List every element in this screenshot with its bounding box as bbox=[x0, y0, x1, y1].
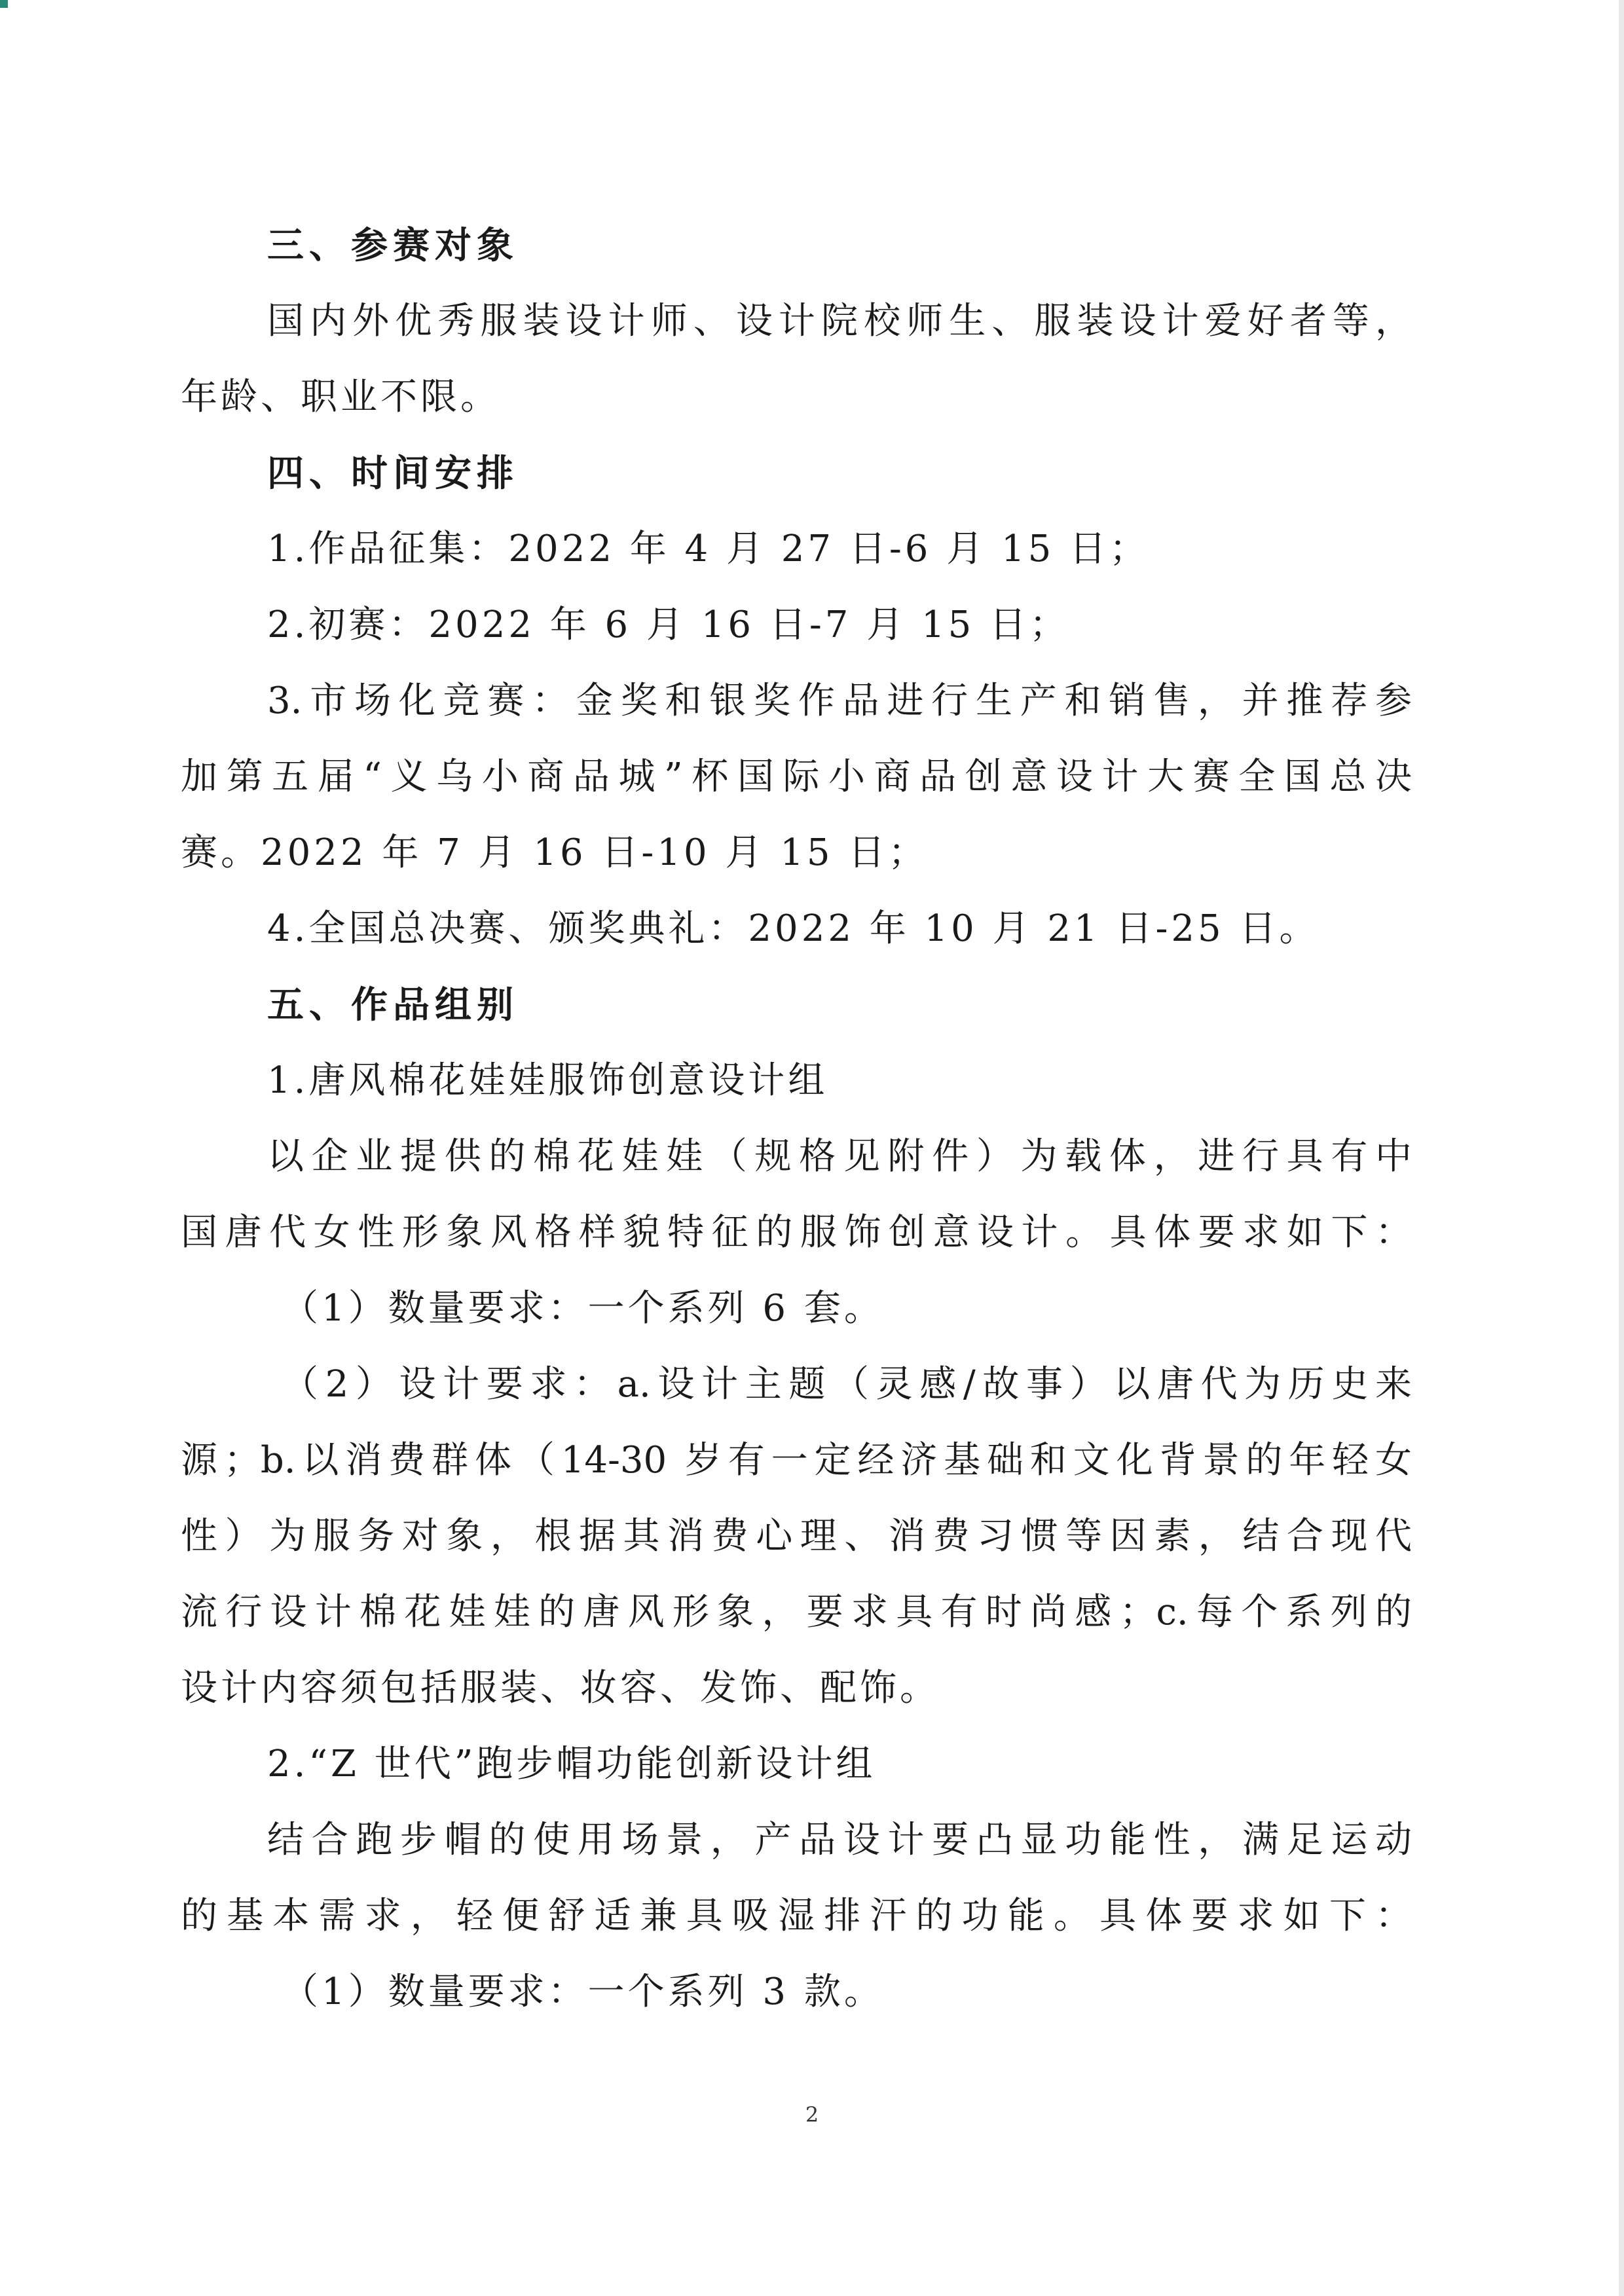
list-item: 3.市场化竞赛：金奖和银奖作品进行生产和销售，并推荐参 bbox=[267, 680, 1412, 722]
page-number: 2 bbox=[805, 2102, 819, 2127]
paragraph-line: 源；b.以消费群体（14-30 岁有一定经济基础和文化背景的年轻女 bbox=[181, 1439, 1412, 1482]
requirement-item: （2）设计要求：a.设计主题（灵感/故事）以唐代为历史来 bbox=[282, 1363, 1412, 1406]
requirement-item: （1）数量要求：一个系列 6 套。 bbox=[282, 1287, 884, 1330]
list-item: 4.全国总决赛、颁奖典礼：2022 年 10 月 21 日-25 日。 bbox=[267, 907, 1320, 950]
paragraph-line: 结合跑步帽的使用场景，产品设计要凸显功能性，满足运动 bbox=[267, 1819, 1412, 1861]
paragraph-line: 以企业提供的棉花娃娃（规格见附件）为载体，进行具有中 bbox=[267, 1135, 1412, 1178]
paragraph-line: 流行设计棉花娃娃的唐风形象，要求具有时尚感；c.每个系列的 bbox=[181, 1591, 1412, 1633]
paragraph-line: 加第五届“义乌小商品城”杯国际小商品创意设计大赛全国总决 bbox=[181, 756, 1412, 798]
list-item: 2.初赛：2022 年 6 月 16 日-7 月 15 日； bbox=[267, 604, 1070, 646]
section-heading-categories: 五、作品组别 bbox=[267, 983, 519, 1027]
section-heading-participants: 三、参赛对象 bbox=[267, 224, 519, 267]
section-heading-schedule: 四、时间安排 bbox=[267, 452, 519, 495]
paragraph-line: 性）为服务对象，根据其消费心理、消费习惯等因素，结合现代 bbox=[181, 1515, 1412, 1558]
subsection-title: 1.唐风棉花娃娃服饰创意设计组 bbox=[267, 1059, 828, 1102]
paragraph-line: 设计内容须包括服装、妆容、发饰、配饰。 bbox=[181, 1667, 940, 1709]
paragraph-line: 国唐代女性形象风格样貌特征的服饰创意设计。具体要求如下： bbox=[181, 1211, 1412, 1254]
paragraph-line: 的基本需求，轻便舒适兼具吸湿排汗的功能。具体要求如下： bbox=[181, 1895, 1412, 1937]
scan-edge bbox=[1619, 0, 1624, 2296]
subsection-title: 2.“Z 世代”跑步帽功能创新设计组 bbox=[267, 1743, 876, 1785]
scan-mark bbox=[0, 0, 8, 8]
list-item: 1.作品征集：2022 年 4 月 27 日-6 月 15 日； bbox=[267, 528, 1150, 570]
requirement-item: （1）数量要求：一个系列 3 款。 bbox=[282, 1971, 884, 2013]
paragraph-line: 赛。2022 年 7 月 16 日-10 月 15 日； bbox=[181, 831, 929, 874]
paragraph-line: 年龄、职业不限。 bbox=[181, 376, 500, 418]
paragraph-line: 国内外优秀服装设计师、设计院校师生、服装设计爱好者等， bbox=[267, 300, 1412, 342]
